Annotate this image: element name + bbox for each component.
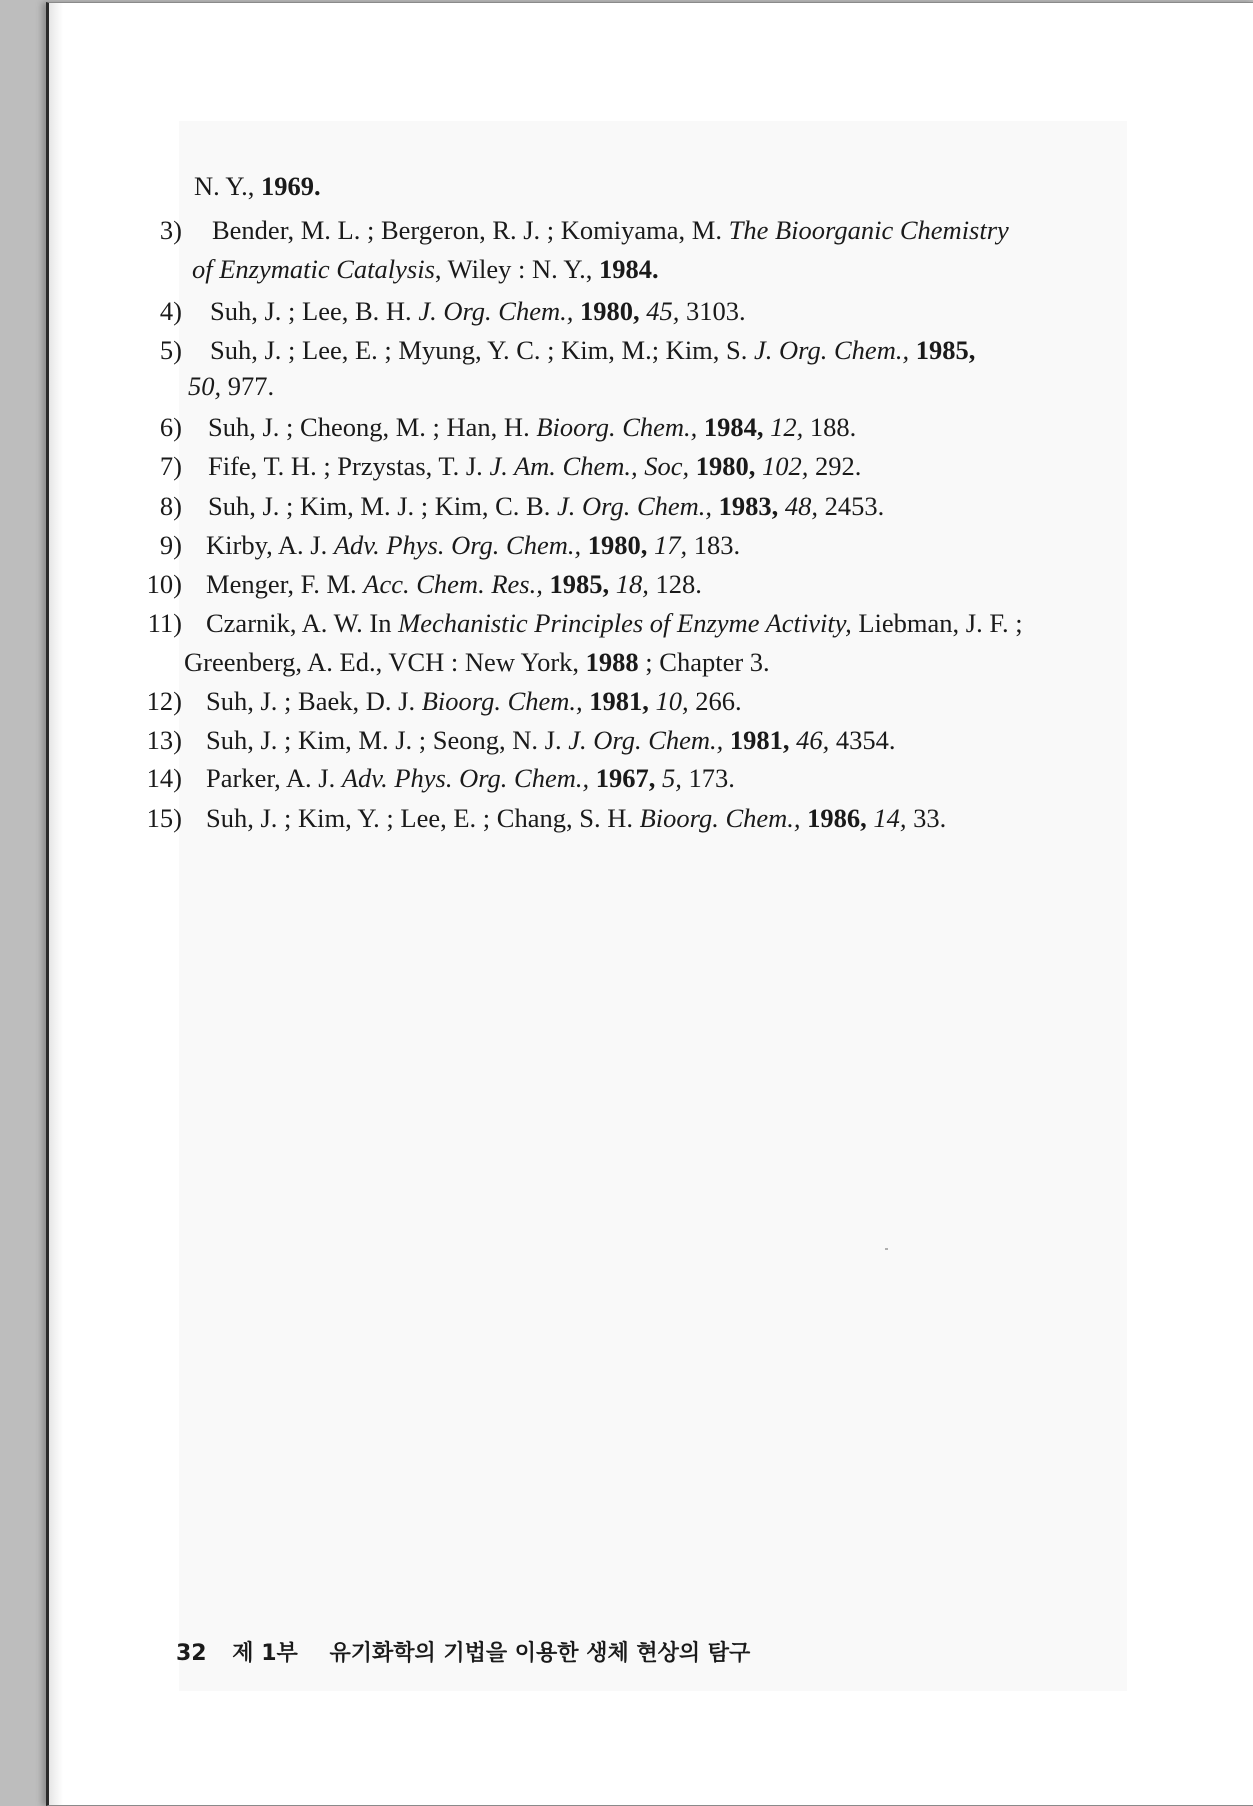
reference-fragment: J. Am. Chem., Soc, (489, 451, 696, 481)
reference-number: 3) (159, 215, 182, 245)
reference-fragment: 1981, (729, 725, 797, 755)
reference-fragment: 14, (873, 803, 914, 833)
reference-number: 11) (147, 608, 182, 638)
reference-fragment: Suh, J. ; Lee, B. H. (210, 296, 419, 326)
reference-fragment: Bioorg. Chem., (639, 803, 808, 833)
reference-fragment: 1984. (598, 254, 659, 284)
reference-fragment: 977. (227, 371, 275, 401)
reference-fragment: 266. (695, 686, 742, 716)
reference-fragment: 188. (809, 412, 857, 442)
reference-number: 12) (146, 686, 182, 716)
reference-fragment: 1967, (595, 763, 663, 793)
reference-fragment: J. Org. Chem., (556, 491, 719, 521)
reference-fragment: Acc. Chem. Res., (363, 569, 550, 599)
reference-fragment: 12, (770, 412, 810, 442)
reference-text (210, 328, 975, 374)
reference-fragment: Bender, M. L. ; Bergeron, R. J. ; Komiyama, M. (212, 215, 729, 245)
reference-fragment: N. Y., (194, 171, 262, 201)
reference-fragment: Bioorg. Chem., (536, 412, 704, 442)
reference-number: 7) (159, 451, 182, 481)
reference-fragment: 18, (615, 569, 656, 599)
reference-fragment: 2453. (824, 491, 885, 521)
reference-fragment: 1980, (587, 530, 655, 560)
reference-fragment: Greenberg, A. Ed., VCH : New York, (184, 647, 586, 677)
reference-fragment: Parker, A. J. (206, 763, 342, 793)
reference-fragment: 1969. (261, 171, 321, 201)
reference-fragment: Suh, J. ; Cheong, M. ; Han, H. (208, 412, 537, 442)
reference-number: 10) (146, 569, 182, 599)
reference-fragment: 1983, (718, 491, 785, 521)
reference-number: 15) (146, 803, 182, 833)
reference-fragment: 292. (815, 451, 862, 481)
reference-number: 8) (159, 491, 182, 521)
part-label: 제 1부 (232, 1641, 298, 1666)
reference-fragment: Czarnik, A. W. In (206, 608, 399, 638)
reference-fragment: 46, (796, 725, 836, 755)
reference-fragment: 1981, (589, 686, 656, 716)
reference-fragment: , Wiley : N. Y., (434, 254, 599, 284)
reference-number: 5) (159, 335, 182, 365)
reference-fragment: 1988 (585, 647, 639, 677)
reference-text (206, 796, 946, 842)
reference-fragment: Adv. Phys. Org. Chem., (341, 763, 596, 793)
reference-fragment: of Enzymatic Catalysis (192, 254, 435, 284)
page-number: 32 (176, 1641, 207, 1666)
reference-number: 6) (159, 412, 182, 442)
reference-fragment: ; Chapter 3. (638, 647, 770, 677)
reference-fragment: Mechanistic Principles of Enzyme Activity, (398, 608, 859, 638)
reference-fragment: 4354. (835, 725, 896, 755)
reference-number: 9) (159, 530, 182, 560)
reference-fragment: 1984, (703, 412, 771, 442)
reference-fragment: 48, (784, 491, 825, 521)
reference-fragment: Adv. Phys. Org. Chem., (333, 530, 588, 560)
reference-text (208, 444, 861, 490)
reference-fragment: Menger, F. M. (206, 569, 364, 599)
scan-speck (885, 1248, 888, 1250)
reference-number: 13) (146, 725, 182, 755)
reference-fragment: 45, (646, 296, 686, 326)
reference-fragment: 1985, (915, 335, 976, 365)
reference-fragment: J. Org. Chem., (754, 335, 916, 365)
reference-fragment: 128. (655, 569, 702, 599)
reference-fragment: The Bioorganic Chemistry (728, 215, 1009, 245)
reference-fragment: 17, (654, 530, 694, 560)
reference-fragment: 1980, (580, 296, 647, 326)
reference-fragment: 3103. (686, 296, 746, 326)
reference-fragment: Suh, J. ; Kim, M. J. ; Kim, C. B. (208, 491, 557, 521)
reference-number: 14) (146, 763, 182, 793)
reference-fragment: Suh, J. ; Kim, M. J. ; Seong, N. J. (206, 725, 569, 755)
reference-fragment: Suh, J. ; Baek, D. J. (206, 686, 422, 716)
reference-text (194, 164, 321, 210)
reference-fragment: 50, (188, 371, 228, 401)
reference-fragment: 183. (693, 530, 741, 560)
chapter-title: 유기화학의 기법을 이용한 생체 현상의 탐구 (329, 1641, 751, 1666)
reference-fragment: 1986, (807, 803, 874, 833)
reference-fragment: 5, (662, 763, 689, 793)
reference-fragment: 102, (762, 451, 816, 481)
reference-number: 4) (159, 296, 182, 326)
reference-fragment: Suh, J. ; Kim, Y. ; Lee, E. ; Chang, S. H. (206, 803, 640, 833)
reference-fragment: 33. (913, 803, 947, 833)
reference-fragment: J. Org. Chem., (568, 725, 730, 755)
reference-fragment: Bioorg. Chem., (421, 686, 590, 716)
reference-fragment: Fife, T. H. ; Przystas, T. J. (208, 451, 490, 481)
reference-fragment: 173. (688, 763, 735, 793)
reference-text (188, 364, 274, 410)
reference-fragment: Liebman, J. F. ; (858, 608, 1023, 638)
reference-fragment: 10, (655, 686, 696, 716)
reference-text (206, 756, 735, 802)
reference-fragment: 1985, (549, 569, 616, 599)
reference-fragment: Kirby, A. J. (206, 530, 334, 560)
reference-fragment: J. Org. Chem., (418, 296, 580, 326)
page-footer (176, 1636, 750, 1667)
reference-text (192, 247, 659, 293)
reference-fragment: 1980, (695, 451, 763, 481)
reference-fragment: Suh, J. ; Lee, E. ; Myung, Y. C. ; Kim, M.; Kim, S. (210, 335, 755, 365)
